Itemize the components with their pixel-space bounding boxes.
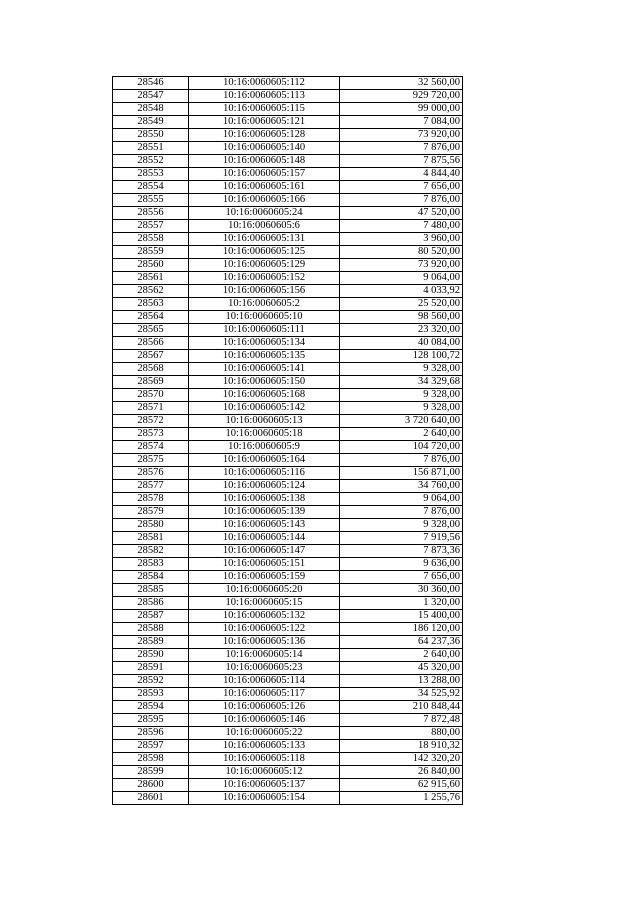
cadastral-number-cell: 10:16:0060605:22 (189, 727, 340, 740)
row-number-cell: 28557 (113, 220, 189, 233)
table-row (113, 285, 463, 298)
value-cell: 104 720,00 (340, 441, 463, 454)
row-number-cell: 28550 (113, 129, 189, 142)
table-row (113, 142, 463, 155)
row-number-cell: 28587 (113, 610, 189, 623)
value-cell: 186 120,00 (340, 623, 463, 636)
table-row (113, 701, 463, 714)
table-row (113, 740, 463, 753)
cadastral-number-cell: 10:16:0060605:126 (189, 701, 340, 714)
row-number-cell: 28562 (113, 285, 189, 298)
table-row (113, 649, 463, 662)
table-row (113, 376, 463, 389)
row-number-cell: 28546 (113, 77, 189, 90)
value-cell: 7 656,00 (340, 181, 463, 194)
row-number-cell: 28547 (113, 90, 189, 103)
table-row (113, 662, 463, 675)
table-body (113, 77, 463, 805)
table-row (113, 259, 463, 272)
value-cell: 32 560,00 (340, 77, 463, 90)
table-row (113, 779, 463, 792)
row-number-cell: 28584 (113, 571, 189, 584)
value-cell: 62 915,60 (340, 779, 463, 792)
value-cell: 156 871,00 (340, 467, 463, 480)
cadastral-number-cell: 10:16:0060605:138 (189, 493, 340, 506)
cadastral-number-cell: 10:16:0060605:166 (189, 194, 340, 207)
value-cell: 15 400,00 (340, 610, 463, 623)
value-cell: 9 064,00 (340, 493, 463, 506)
value-cell: 7 919,56 (340, 532, 463, 545)
cadastral-number-cell: 10:16:0060605:143 (189, 519, 340, 532)
cadastral-number-cell: 10:16:0060605:137 (189, 779, 340, 792)
row-number-cell: 28549 (113, 116, 189, 129)
table-row (113, 480, 463, 493)
row-number-cell: 28581 (113, 532, 189, 545)
cadastral-value-table (112, 76, 463, 805)
row-number-cell: 28591 (113, 662, 189, 675)
table-row (113, 272, 463, 285)
row-number-cell: 28556 (113, 207, 189, 220)
row-number-cell: 28585 (113, 584, 189, 597)
table-row (113, 545, 463, 558)
value-cell: 98 560,00 (340, 311, 463, 324)
value-cell: 7 480,00 (340, 220, 463, 233)
cadastral-number-cell: 10:16:0060605:128 (189, 129, 340, 142)
value-cell: 47 520,00 (340, 207, 463, 220)
value-cell: 26 840,00 (340, 766, 463, 779)
table-row (113, 181, 463, 194)
table-row (113, 727, 463, 740)
value-cell: 9 064,00 (340, 272, 463, 285)
cadastral-number-cell: 10:16:0060605:154 (189, 792, 340, 805)
cadastral-number-cell: 10:16:0060605:146 (189, 714, 340, 727)
value-cell: 99 000,00 (340, 103, 463, 116)
cadastral-number-cell: 10:16:0060605:10 (189, 311, 340, 324)
value-cell: 34 329,68 (340, 376, 463, 389)
cadastral-number-cell: 10:16:0060605:134 (189, 337, 340, 350)
value-cell: 4 844,40 (340, 168, 463, 181)
row-number-cell: 28596 (113, 727, 189, 740)
value-cell: 40 084,00 (340, 337, 463, 350)
row-number-cell: 28572 (113, 415, 189, 428)
row-number-cell: 28548 (113, 103, 189, 116)
row-number-cell: 28567 (113, 350, 189, 363)
table-row (113, 363, 463, 376)
row-number-cell: 28598 (113, 753, 189, 766)
cadastral-number-cell: 10:16:0060605:118 (189, 753, 340, 766)
value-cell: 34 760,00 (340, 480, 463, 493)
cadastral-number-cell: 10:16:0060605:152 (189, 272, 340, 285)
value-cell: 64 237,36 (340, 636, 463, 649)
cadastral-number-cell: 10:16:0060605:15 (189, 597, 340, 610)
cadastral-number-cell: 10:16:0060605:20 (189, 584, 340, 597)
row-number-cell: 28577 (113, 480, 189, 493)
cadastral-number-cell: 10:16:0060605:135 (189, 350, 340, 363)
value-cell: 929 720,00 (340, 90, 463, 103)
table-row (113, 116, 463, 129)
row-number-cell: 28555 (113, 194, 189, 207)
value-cell: 7 084,00 (340, 116, 463, 129)
row-number-cell: 28583 (113, 558, 189, 571)
cadastral-number-cell: 10:16:0060605:115 (189, 103, 340, 116)
table-row (113, 558, 463, 571)
table-row (113, 90, 463, 103)
table-row (113, 506, 463, 519)
cadastral-number-cell: 10:16:0060605:112 (189, 77, 340, 90)
table-row (113, 337, 463, 350)
table-row (113, 77, 463, 90)
table-row (113, 714, 463, 727)
table-row (113, 298, 463, 311)
row-number-cell: 28566 (113, 337, 189, 350)
table-row (113, 636, 463, 649)
cadastral-number-cell: 10:16:0060605:151 (189, 558, 340, 571)
row-number-cell: 28578 (113, 493, 189, 506)
row-number-cell: 28554 (113, 181, 189, 194)
cadastral-number-cell: 10:16:0060605:24 (189, 207, 340, 220)
cadastral-number-cell: 10:16:0060605:2 (189, 298, 340, 311)
row-number-cell: 28560 (113, 259, 189, 272)
row-number-cell: 28563 (113, 298, 189, 311)
cadastral-number-cell: 10:16:0060605:13 (189, 415, 340, 428)
row-number-cell: 28559 (113, 246, 189, 259)
row-number-cell: 28582 (113, 545, 189, 558)
value-cell: 7 872,48 (340, 714, 463, 727)
value-cell: 2 640,00 (340, 649, 463, 662)
row-number-cell: 28593 (113, 688, 189, 701)
value-cell: 9 636,00 (340, 558, 463, 571)
value-cell: 80 520,00 (340, 246, 463, 259)
table-row (113, 493, 463, 506)
row-number-cell: 28580 (113, 519, 189, 532)
value-cell: 30 360,00 (340, 584, 463, 597)
cadastral-number-cell: 10:16:0060605:161 (189, 181, 340, 194)
row-number-cell: 28597 (113, 740, 189, 753)
cadastral-number-cell: 10:16:0060605:114 (189, 675, 340, 688)
table-row (113, 597, 463, 610)
cadastral-number-cell: 10:16:0060605:139 (189, 506, 340, 519)
table-row (113, 571, 463, 584)
cadastral-number-cell: 10:16:0060605:164 (189, 454, 340, 467)
row-number-cell: 28592 (113, 675, 189, 688)
cadastral-number-cell: 10:16:0060605:150 (189, 376, 340, 389)
table-row (113, 415, 463, 428)
row-number-cell: 28571 (113, 402, 189, 415)
row-number-cell: 28575 (113, 454, 189, 467)
cadastral-number-cell: 10:16:0060605:133 (189, 740, 340, 753)
cadastral-number-cell: 10:16:0060605:12 (189, 766, 340, 779)
row-number-cell: 28599 (113, 766, 189, 779)
table-row (113, 519, 463, 532)
table-row (113, 441, 463, 454)
table-row (113, 532, 463, 545)
value-cell: 13 288,00 (340, 675, 463, 688)
row-number-cell: 28551 (113, 142, 189, 155)
table-row (113, 610, 463, 623)
value-cell: 880,00 (340, 727, 463, 740)
row-number-cell: 28586 (113, 597, 189, 610)
value-cell: 7 876,00 (340, 506, 463, 519)
value-cell: 7 873,36 (340, 545, 463, 558)
table-row (113, 129, 463, 142)
cadastral-number-cell: 10:16:0060605:142 (189, 402, 340, 415)
cadastral-number-cell: 10:16:0060605:14 (189, 649, 340, 662)
value-cell: 73 920,00 (340, 129, 463, 142)
table-row (113, 168, 463, 181)
cadastral-number-cell: 10:16:0060605:147 (189, 545, 340, 558)
table-row (113, 389, 463, 402)
table-row (113, 207, 463, 220)
row-number-cell: 28574 (113, 441, 189, 454)
cadastral-number-cell: 10:16:0060605:117 (189, 688, 340, 701)
table-row (113, 675, 463, 688)
table-row (113, 246, 463, 259)
cadastral-number-cell: 10:16:0060605:157 (189, 168, 340, 181)
value-cell: 9 328,00 (340, 402, 463, 415)
cadastral-number-cell: 10:16:0060605:113 (189, 90, 340, 103)
table-row (113, 220, 463, 233)
value-cell: 73 920,00 (340, 259, 463, 272)
table-row (113, 324, 463, 337)
table-row (113, 233, 463, 246)
value-cell: 3 960,00 (340, 233, 463, 246)
row-number-cell: 28576 (113, 467, 189, 480)
row-number-cell: 28564 (113, 311, 189, 324)
cadastral-number-cell: 10:16:0060605:168 (189, 389, 340, 402)
cadastral-number-cell: 10:16:0060605:141 (189, 363, 340, 376)
table-row (113, 688, 463, 701)
table-row (113, 428, 463, 441)
row-number-cell: 28601 (113, 792, 189, 805)
table-row (113, 155, 463, 168)
value-cell: 210 848,44 (340, 701, 463, 714)
row-number-cell: 28588 (113, 623, 189, 636)
cadastral-number-cell: 10:16:0060605:131 (189, 233, 340, 246)
cadastral-number-cell: 10:16:0060605:148 (189, 155, 340, 168)
table-row (113, 584, 463, 597)
cadastral-number-cell: 10:16:0060605:140 (189, 142, 340, 155)
cadastral-number-cell: 10:16:0060605:136 (189, 636, 340, 649)
table-row (113, 623, 463, 636)
value-cell: 7 876,00 (340, 142, 463, 155)
row-number-cell: 28569 (113, 376, 189, 389)
value-cell: 23 320,00 (340, 324, 463, 337)
cadastral-number-cell: 10:16:0060605:9 (189, 441, 340, 454)
value-cell: 1 320,00 (340, 597, 463, 610)
value-cell: 1 255,76 (340, 792, 463, 805)
row-number-cell: 28589 (113, 636, 189, 649)
cadastral-number-cell: 10:16:0060605:129 (189, 259, 340, 272)
row-number-cell: 28565 (113, 324, 189, 337)
value-cell: 142 320,20 (340, 753, 463, 766)
value-cell: 7 875,56 (340, 155, 463, 168)
cadastral-number-cell: 10:16:0060605:144 (189, 532, 340, 545)
table-row (113, 194, 463, 207)
row-number-cell: 28573 (113, 428, 189, 441)
value-cell: 128 100,72 (340, 350, 463, 363)
value-cell: 9 328,00 (340, 389, 463, 402)
value-cell: 7 876,00 (340, 454, 463, 467)
cadastral-number-cell: 10:16:0060605:111 (189, 324, 340, 337)
value-cell: 25 520,00 (340, 298, 463, 311)
cadastral-number-cell: 10:16:0060605:125 (189, 246, 340, 259)
value-cell: 34 525,92 (340, 688, 463, 701)
value-cell: 7 876,00 (340, 194, 463, 207)
value-cell: 2 640,00 (340, 428, 463, 441)
value-cell: 45 320,00 (340, 662, 463, 675)
row-number-cell: 28579 (113, 506, 189, 519)
table-row (113, 454, 463, 467)
row-number-cell: 28552 (113, 155, 189, 168)
row-number-cell: 28570 (113, 389, 189, 402)
row-number-cell: 28553 (113, 168, 189, 181)
row-number-cell: 28568 (113, 363, 189, 376)
value-cell: 9 328,00 (340, 519, 463, 532)
cadastral-number-cell: 10:16:0060605:18 (189, 428, 340, 441)
cadastral-number-cell: 10:16:0060605:121 (189, 116, 340, 129)
table-row (113, 311, 463, 324)
table-row (113, 103, 463, 116)
cadastral-number-cell: 10:16:0060605:116 (189, 467, 340, 480)
cadastral-number-cell: 10:16:0060605:132 (189, 610, 340, 623)
table-row (113, 753, 463, 766)
table-row (113, 350, 463, 363)
value-cell: 4 033,92 (340, 285, 463, 298)
row-number-cell: 28595 (113, 714, 189, 727)
cadastral-number-cell: 10:16:0060605:156 (189, 285, 340, 298)
value-cell: 3 720 640,00 (340, 415, 463, 428)
cadastral-number-cell: 10:16:0060605:23 (189, 662, 340, 675)
row-number-cell: 28561 (113, 272, 189, 285)
cadastral-number-cell: 10:16:0060605:6 (189, 220, 340, 233)
row-number-cell: 28590 (113, 649, 189, 662)
value-cell: 7 656,00 (340, 571, 463, 584)
value-cell: 9 328,00 (340, 363, 463, 376)
table-row (113, 467, 463, 480)
table-row (113, 766, 463, 779)
cadastral-number-cell: 10:16:0060605:124 (189, 480, 340, 493)
cadastral-number-cell: 10:16:0060605:122 (189, 623, 340, 636)
table-row (113, 792, 463, 805)
row-number-cell: 28594 (113, 701, 189, 714)
row-number-cell: 28600 (113, 779, 189, 792)
value-cell: 18 910,32 (340, 740, 463, 753)
cadastral-number-cell: 10:16:0060605:159 (189, 571, 340, 584)
table-row (113, 402, 463, 415)
row-number-cell: 28558 (113, 233, 189, 246)
